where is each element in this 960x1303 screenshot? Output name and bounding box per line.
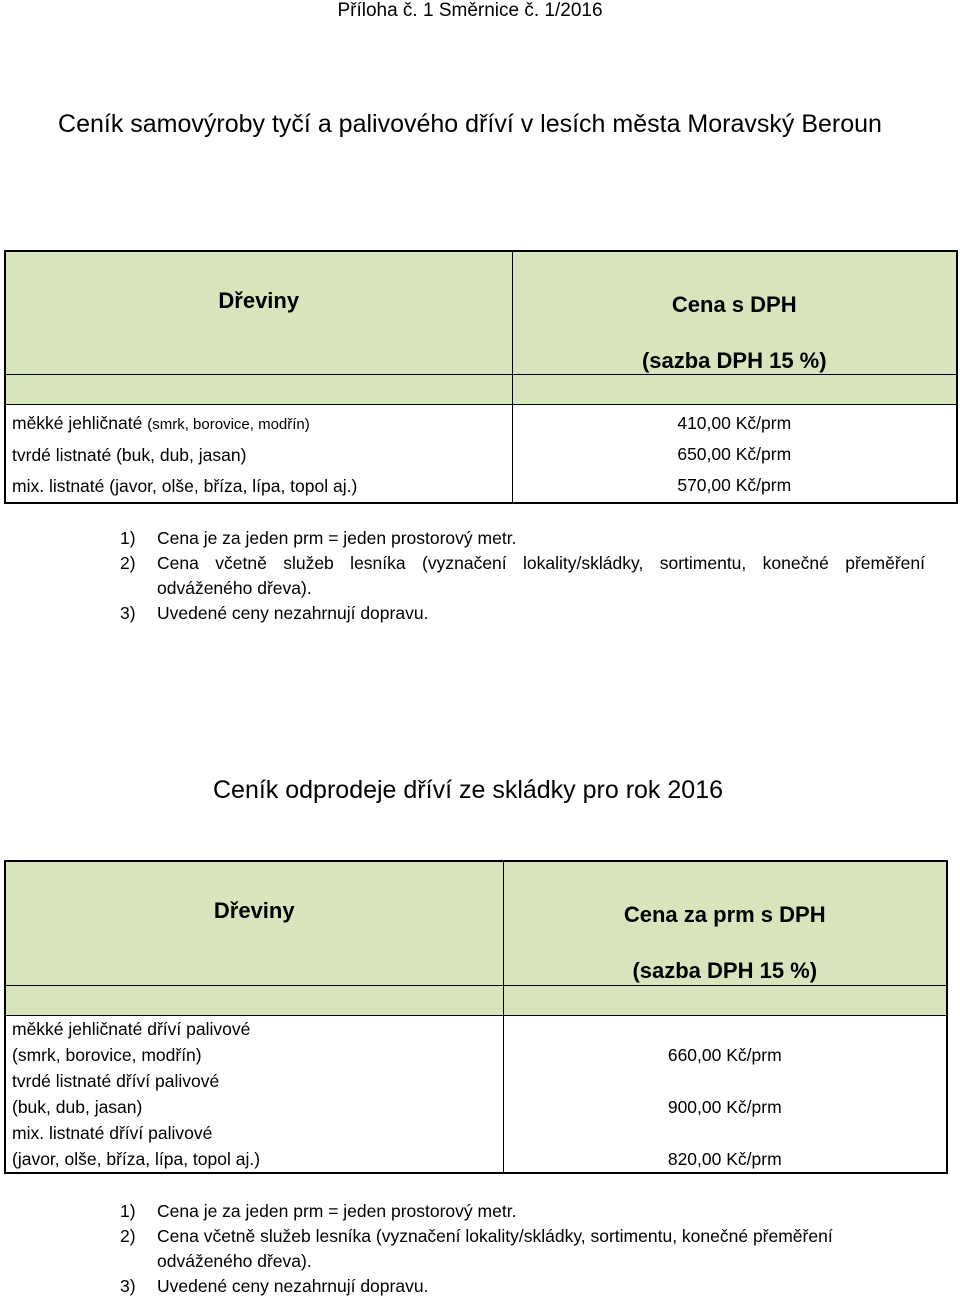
note-item (120, 1274, 900, 1299)
section1-title-text: Ceník samovýroby tyčí a palivového dříví v lesích města Moravský Beroun (58, 110, 882, 138)
table-body-row (5, 405, 957, 504)
species-list (5, 405, 512, 504)
note-text: Uvedené ceny nezahrnují dopravu. (157, 1276, 429, 1296)
list-item: tvrdé listnaté dříví palivové (12, 1070, 220, 1091)
col-header-price-line2: (sazba DPH 15 %) (641, 348, 827, 373)
spacer-cell (503, 985, 947, 1015)
table-header-row (5, 251, 957, 375)
price-value: 410,00 Kč/prm (677, 413, 792, 433)
price-value: 660,00 Kč/prm (667, 1044, 782, 1065)
note-text: Uvedené ceny nezahrnují dopravu. (157, 603, 429, 623)
note-number: 3) (120, 603, 136, 623)
note-number: 2) (120, 553, 136, 573)
price-list (512, 405, 957, 504)
species-list (5, 1015, 503, 1173)
section2-price-table (4, 860, 948, 1174)
note-item (120, 1199, 900, 1224)
attachment-note: Příloha č. 1 Směrnice č. 1/2016 (337, 0, 603, 21)
price-value: 820,00 Kč/prm (667, 1148, 782, 1169)
note-item (120, 551, 925, 601)
col-header-species-label: Dřeviny (218, 288, 300, 313)
table-spacer-row (5, 985, 947, 1015)
price-value: 570,00 Kč/prm (677, 475, 792, 495)
note-text: Cena je za jeden prm = jeden prostorový metr. (157, 1201, 517, 1221)
table-body-row (5, 1015, 947, 1173)
note-number: 1) (120, 1201, 136, 1221)
section1-notes (120, 526, 925, 626)
table-header-row (5, 861, 947, 985)
list-item-detail: (buk, dub, jasan) (12, 1096, 143, 1117)
species-name: měkké jehličnaté (12, 413, 143, 433)
col-header-species-label: Dřeviny (213, 898, 295, 923)
note-number: 3) (120, 1276, 136, 1296)
section2-title (0, 776, 936, 805)
spacer-cell (5, 985, 503, 1015)
note-item (120, 1224, 900, 1274)
price-value: 900,00 Kč/prm (667, 1096, 782, 1117)
spacer-cell (5, 375, 512, 405)
price-list (503, 1015, 947, 1173)
list-item: měkké jehličnaté dříví palivové (12, 1018, 251, 1039)
list-item-detail: (smrk, borovice, modřín) (12, 1044, 202, 1065)
note-text: Cena je za jeden prm = jeden prostorový metr. (157, 528, 517, 548)
col-header-species (5, 251, 512, 375)
col-header-price-line2: (sazba DPH 15 %) (632, 958, 818, 983)
note-number: 1) (120, 528, 136, 548)
list-item: tvrdé listnaté (buk, dub, jasan) (12, 445, 247, 465)
col-header-price (503, 861, 947, 985)
col-header-price-line1: Cena za prm s DPH (623, 902, 826, 927)
col-header-species (5, 861, 503, 985)
table-spacer-row (5, 375, 957, 405)
section2-notes (120, 1199, 900, 1299)
section2-title-text: Ceník odprodeje dříví ze skládky pro rok 2016 (213, 776, 723, 804)
species-detail: (smrk, borovice, modřín) (147, 416, 310, 433)
note-number: 2) (120, 1226, 136, 1246)
col-header-price (512, 251, 957, 375)
list-item (12, 408, 512, 440)
price-value: 650,00 Kč/prm (677, 444, 792, 464)
note-text: Cena včetně služeb lesníka (vyznačení lokality/skládky, sortimentu, konečné přeměření odváženého dřeva). (157, 553, 925, 598)
note-item (120, 526, 925, 551)
section1-price-table (4, 250, 958, 504)
list-item-detail: (javor, olše, bříza, lípa, topol aj.) (12, 1148, 261, 1169)
list-item: mix. listnaté dříví palivové (12, 1122, 213, 1143)
list-item: mix. listnaté (javor, olše, bříza, lípa, topol aj.) (12, 476, 358, 496)
col-header-price-line1: Cena s DPH (671, 292, 797, 317)
spacer-cell (512, 375, 957, 405)
note-item (120, 601, 925, 626)
section1-title (0, 110, 940, 139)
note-text: Cena včetně služeb lesníka (vyznačení lokality/skládky, sortimentu, konečné přeměření odváženého dřeva). (157, 1226, 833, 1271)
